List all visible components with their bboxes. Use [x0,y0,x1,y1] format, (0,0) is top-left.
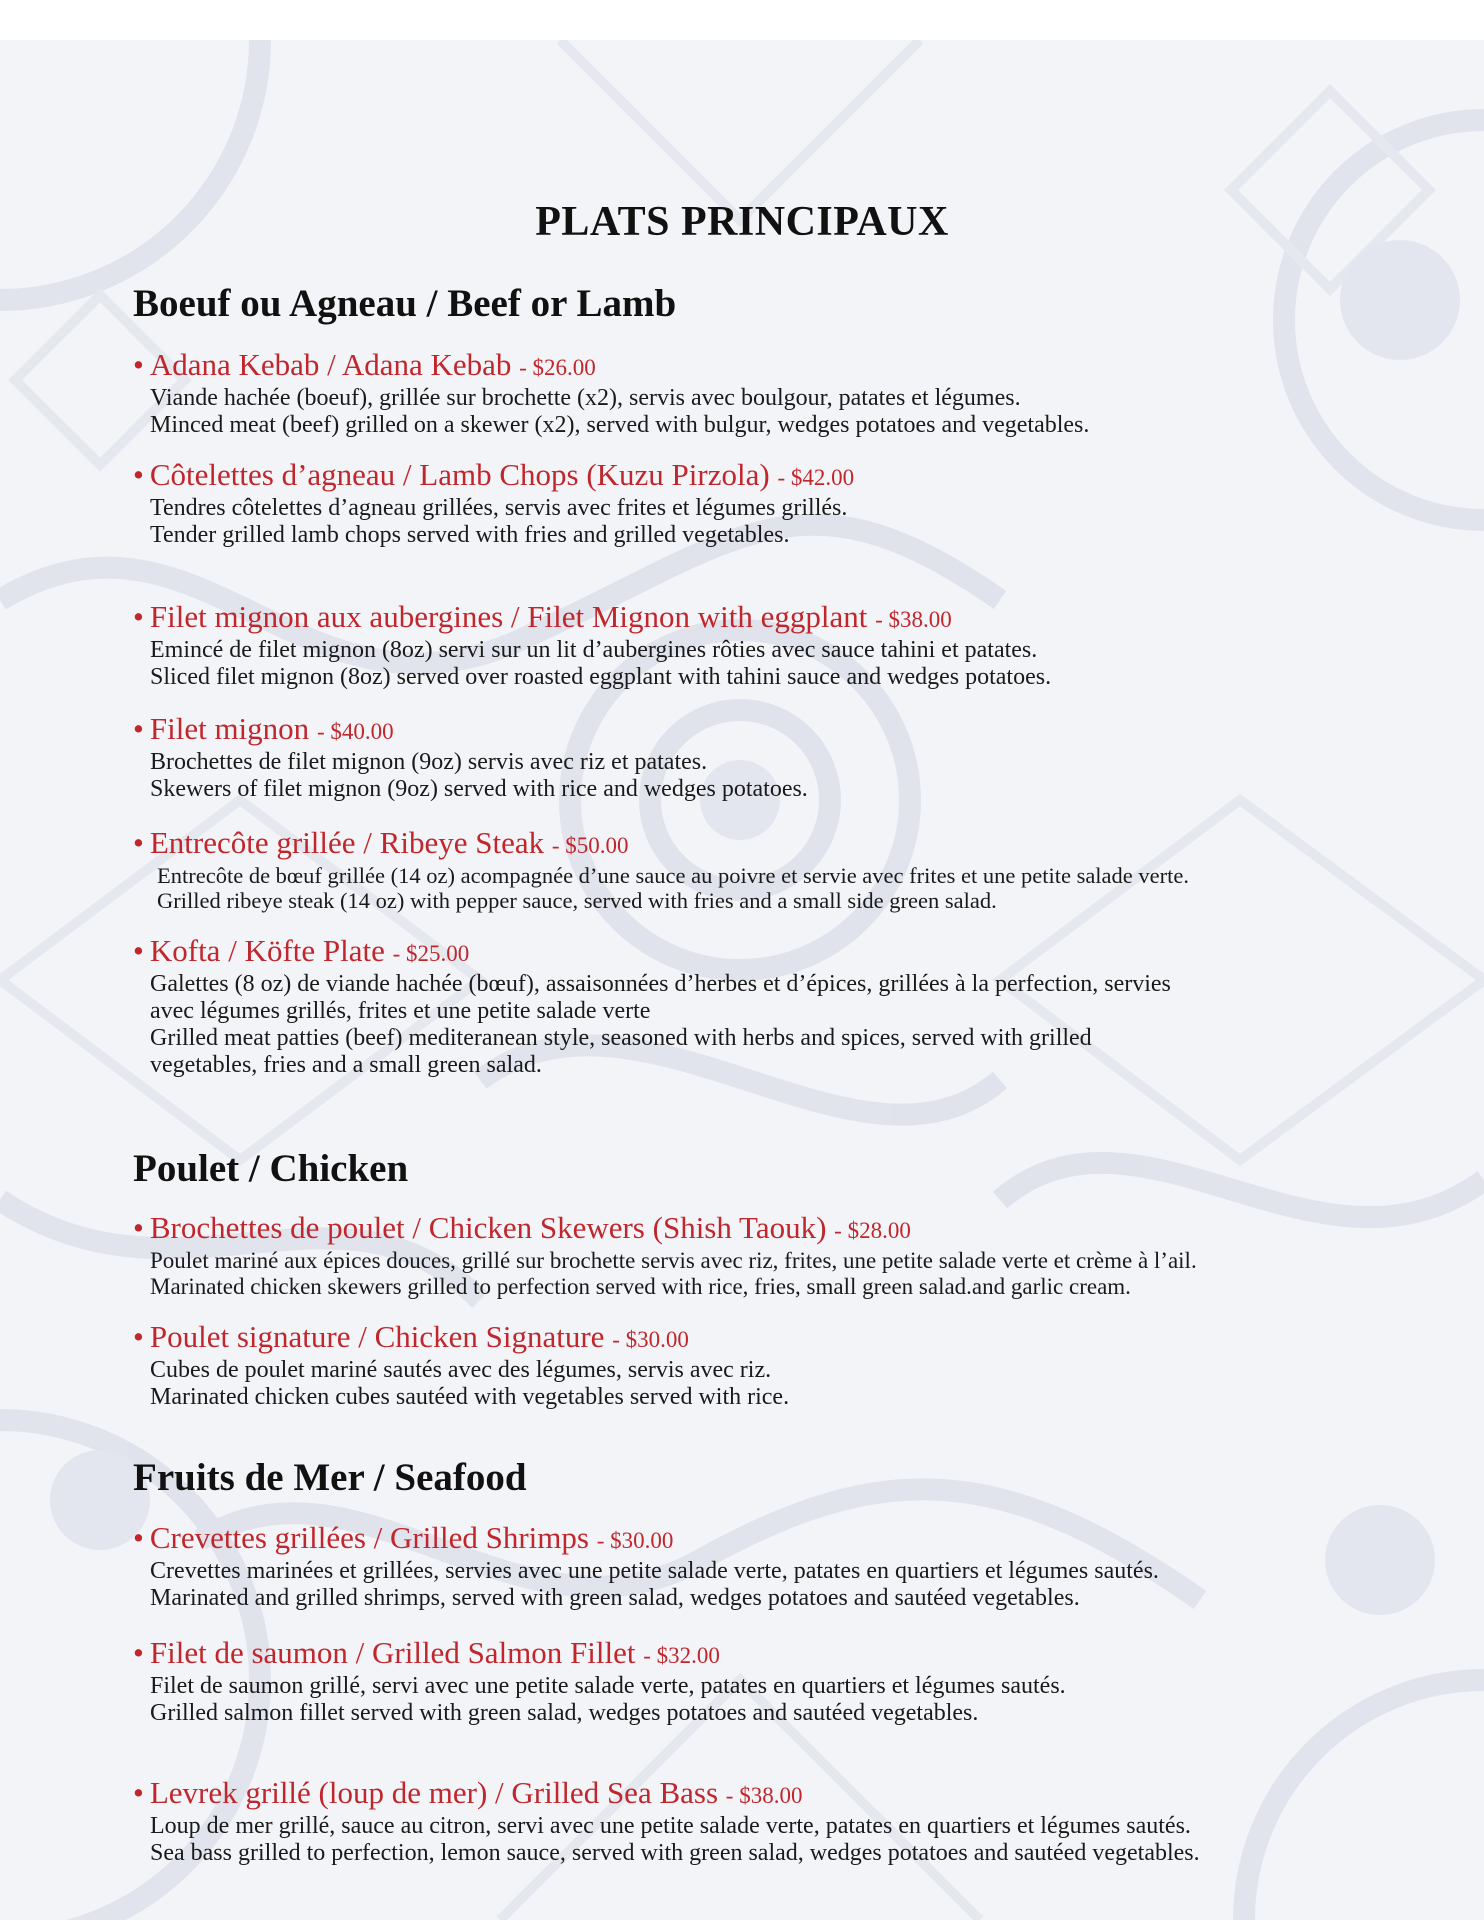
item-name: Brochettes de poulet / Chicken Skewers (Shish Taouk) [149,1210,827,1245]
item-desc-fr-line-1: Galettes (8 oz) de viande hachée (bœuf), assaisonnées d’herbes et d’épices, grillées à la perfection, servies [150,971,1171,997]
item-desc-fr: Emincé de filet mignon (8oz) servi sur un lit d’aubergines rôties avec sauce tahini et patates. [150,637,1038,663]
item-name: Filet mignon aux aubergines / Filet Mignon with eggplant [149,599,868,634]
section-heading-beef: Boeuf ou Agneau / Beef or Lamb [133,282,677,325]
item-price: - $25.00 [392,941,470,966]
menu-item-chicken-skewers [133,1211,1463,1300]
item-price: - $30.00 [596,1528,674,1553]
item-desc-en: Marinated chicken skewers grilled to perfection served with rice, fries, small green salad.and garlic cream. [150,1274,1131,1299]
menu-item-ribeye-steak [133,826,1463,913]
item-desc-en: Grilled ribeye steak (14 oz) with pepper sauce, served with fries and a small side green salad. [157,888,997,913]
section-heading-chicken: Poulet / Chicken [133,1147,409,1190]
item-desc-fr: Viande hachée (boeuf), grillée sur brochette (x2), servis avec boulgour, patates et légumes. [150,385,1021,411]
item-desc-fr-line-2: avec légumes grillés, frites et une petite salade verte [150,998,651,1024]
item-desc-en: Sea bass grilled to perfection, lemon sauce, served with green salad, wedges potatoes and sautéed vegetables. [150,1840,1200,1866]
bullet: • [133,457,144,492]
menu-item-lamb-chops [133,458,1463,549]
item-desc-en: Grilled salmon fillet served with green salad, wedges potatoes and sautéed vegetables. [150,1700,979,1726]
item-name: Filet de saumon / Grilled Salmon Fillet [149,1635,636,1670]
bullet: • [133,711,144,746]
item-desc-en: Tender grilled lamb chops served with fries and grilled vegetables. [150,522,790,548]
section-heading-seafood: Fruits de Mer / Seafood [133,1456,527,1499]
menu-title: PLATS PRINCIPAUX [535,199,949,245]
item-price: - $40.00 [316,719,394,744]
bullet: • [133,1319,144,1354]
bullet: • [133,825,144,860]
item-price: - $28.00 [834,1218,911,1243]
menu-item-filet-mignon [133,712,1463,803]
menu-item-salmon-fillet [133,1636,1463,1727]
bullet: • [133,599,144,634]
item-price: - $38.00 [725,1783,803,1808]
item-desc-fr: Tendres côtelettes d’agneau grillées, servis avec frites et légumes grillés. [150,495,848,521]
item-name: Kofta / Köfte Plate [149,933,385,968]
item-desc-en: Sliced filet mignon (8oz) served over roasted eggplant with tahini sauce and wedges potatoes. [150,664,1052,690]
item-price: - $32.00 [643,1643,720,1668]
item-price: - $42.00 [777,465,855,490]
item-desc-en: Marinated and grilled shrimps, served with green salad, wedges potatoes and sautéed vegetables. [150,1585,1080,1611]
item-name: Filet mignon [149,711,310,746]
menu-item-adana-kebab [133,348,1463,439]
bullet: • [133,933,144,968]
bullet: • [133,1210,144,1245]
item-desc-en: Minced meat (beef) grilled on a skewer (x2), served with bulgur, wedges potatoes and vegetables. [150,412,1090,438]
item-desc-fr: Cubes de poulet mariné sautés avec des légumes, servis avec riz. [150,1357,772,1383]
item-desc-fr: Crevettes marinées et grillées, servies avec une petite salade verte, patates en quartiers et légumes sautés. [150,1558,1159,1584]
item-desc-fr: Poulet mariné aux épices douces, grillé sur brochette servis avec riz, frites, une petite salade verte et crème à l’ail. [150,1248,1197,1273]
menu-item-chicken-signature [133,1320,1463,1411]
item-desc-en: Skewers of filet mignon (9oz) served with rice and wedges potatoes. [150,776,808,802]
menu-item-grilled-shrimps [133,1521,1463,1612]
item-name: Levrek grillé (loup de mer) / Grilled Sea Bass [149,1775,719,1810]
item-desc-en-line-2: vegetables, fries and a small green salad. [150,1052,542,1078]
item-price: - $30.00 [612,1327,689,1352]
item-desc-en-line-1: Grilled meat patties (beef) mediteranean style, seasoned with herbs and spices, served with grilled [150,1025,1092,1051]
item-name: Poulet signature / Chicken Signature [149,1319,605,1354]
bullet: • [133,1775,144,1810]
item-name: Entrecôte grillée / Ribeye Steak [149,825,545,860]
item-price: - $26.00 [519,355,596,380]
item-desc-fr: Loup de mer grillé, sauce au citron, servi avec une petite salade verte, patates en quartiers et légumes sautés. [150,1813,1191,1839]
item-price: - $38.00 [875,607,952,632]
item-desc-fr: Entrecôte de bœuf grillée (14 oz) acompagnée d’une sauce au poivre et servie avec frites et une petite salade verte. [157,863,1190,888]
menu-item-kofta [133,934,1463,1079]
menu-item-sea-bass [133,1776,1463,1867]
item-name: Côtelettes d’agneau / Lamb Chops (Kuzu Pirzola) [149,457,770,492]
bullet: • [133,1635,144,1670]
item-desc-fr: Filet de saumon grillé, servi avec une petite salade verte, patates en quartiers et légumes sautés. [150,1673,1066,1699]
item-name: Adana Kebab / Adana Kebab [149,347,512,382]
menu-item-filet-mignon-eggplant [133,600,1463,691]
bullet: • [133,347,144,382]
item-name: Crevettes grillées / Grilled Shrimps [149,1520,589,1555]
item-price: - $50.00 [551,833,629,858]
bullet: • [133,1520,144,1555]
item-desc-fr: Brochettes de filet mignon (9oz) servis avec riz et patates. [150,749,708,775]
item-desc-en: Marinated chicken cubes sautéed with vegetables served with rice. [150,1384,790,1410]
